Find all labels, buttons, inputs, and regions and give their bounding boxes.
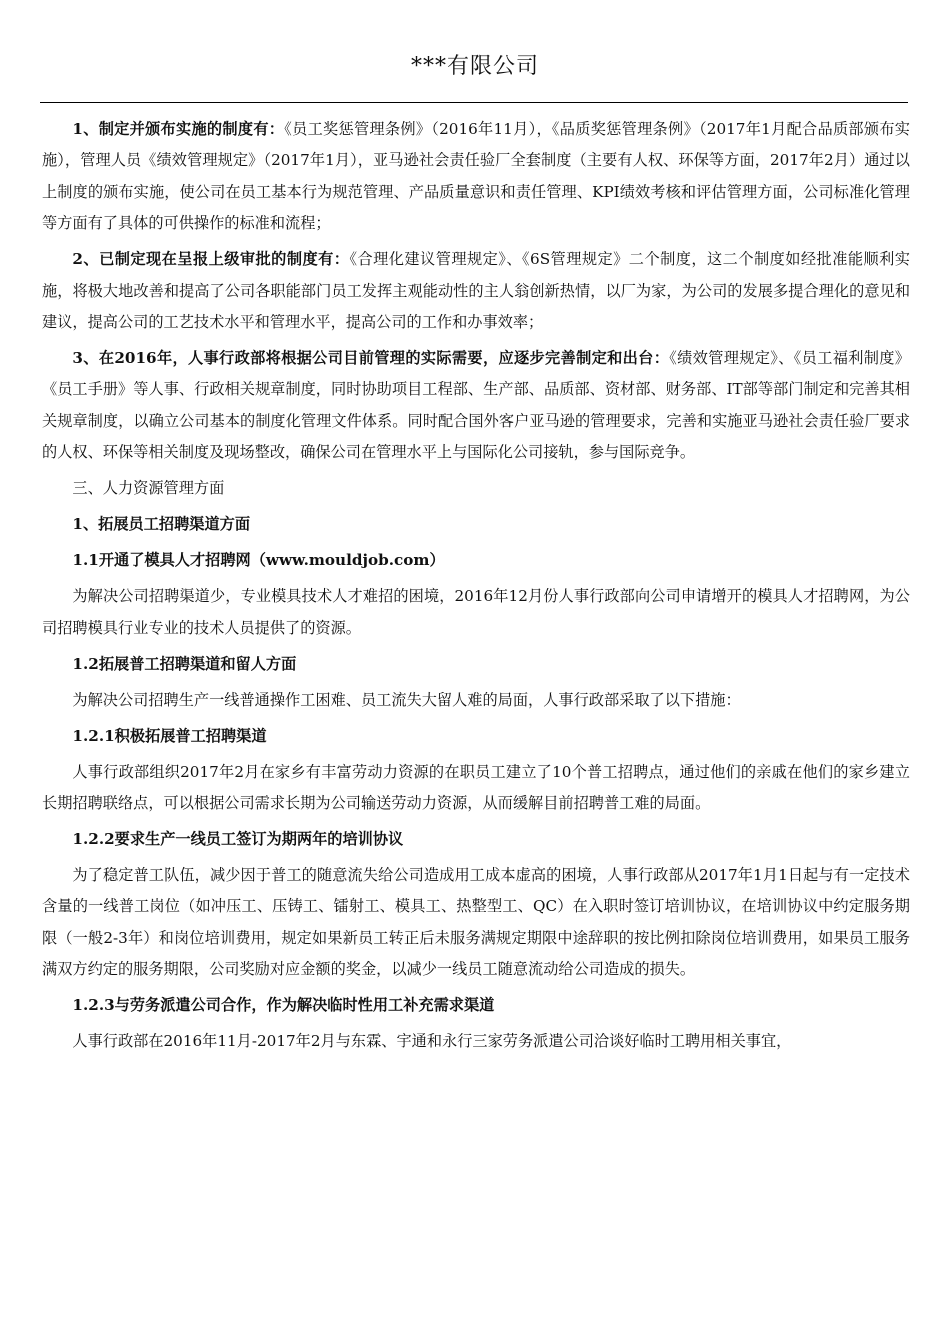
- paragraph-2-text: 《合理化建议管理规定》、《6S管理规定》二个制度，这二个制度如经批准能顺利实施，将极大地改善和提高了公司各职能部门员工发挥主观能动性的主人翁创新热情，以厂为家，为公司的发展多提合理化的意见和建议，提高公司的工艺技术水平和管理水平，提高公司的工作和办事效率；: [42, 250, 910, 332]
- paragraph-1: [42, 114, 910, 240]
- paragraph-1-1-body-text: 为解决公司招聘渠道少，专业模具技术人才难招的困境，2016年12月份人事行政部向公司申请增开的模具人才招聘网，为公司招聘模具行业专业的技术人员提供了的资源。: [42, 587, 910, 637]
- document-body: [42, 114, 910, 1062]
- subsection-heading-1-text: 1、拓展员工招聘渠道方面: [72, 515, 251, 534]
- paragraph-1-2-body: [42, 685, 910, 716]
- paragraph-3: [42, 343, 910, 469]
- paragraph-1-2-3-body: [42, 1026, 910, 1057]
- section-heading-text: 三、人力资源管理方面: [72, 479, 225, 498]
- paragraph-1-text: 《员工奖惩管理条例》（2016年11月），《品质奖惩管理条例》（2017年1月配合品质部颁布实施），管理人员《绩效管理规定》（2017年1月），亚马逊社会责任验厂全套制度（主要有人权、环保等方面，2017年2月）通过以上制度的颁布实施，使公司在员工基本行为规范管理、产品质量意识和责任管理、KPI绩效考核和评估管理方面，公司标准化管理等方面有了具体的可供操作的标准和流程；: [42, 120, 910, 233]
- subsection-heading-1-2-text: 1.2拓展普工招聘渠道和留人方面: [72, 654, 297, 673]
- section-heading: [42, 473, 910, 504]
- subsection-heading-1: [42, 509, 910, 540]
- subsection-heading-1-1: [42, 545, 910, 576]
- header-divider: [40, 102, 908, 103]
- subsection-heading-1-2-1-text: 1.2.1积极拓展普工招聘渠道: [72, 726, 267, 745]
- paragraph-1-2-2-body: [42, 860, 910, 986]
- paragraph-3-text: 《绩效管理规定》、《员工福利制度》《员工手册》等人事、行政相关规章制度，同时协助项目工程部、生产部、品质部、资材部、财务部、IT部等部门制定和完善其相关规章制度，以确立公司基本的制度化管理文件体系。同时配合国外客户亚马逊的管理要求，完善和实施亚马逊社会责任验厂要求的人权、环保等相关制度及现场整改，确保公司在管理水平上与国际化公司接轨，参与国际竞争。: [42, 349, 910, 462]
- paragraph-1-2-body-text: 为解决公司招聘生产一线普通操作工困难、员工流失大留人难的局面，人事行政部采取了以下措施：: [72, 690, 741, 709]
- subsection-heading-1-2-3-text: 1.2.3与劳务派遣公司合作，作为解决临时性用工补充需求渠道: [72, 996, 495, 1015]
- subsection-heading-1-2-2: [42, 824, 910, 855]
- subsection-heading-1-2-3: [42, 990, 910, 1021]
- paragraph-2: [42, 244, 910, 338]
- subsection-heading-1-2: [42, 649, 910, 680]
- paragraph-1-2-1-body-text: 人事行政部组织2017年2月在家乡有丰富劳动力资源的在职员工建立了10个普工招聘点，通过他们的亲戚在他们的家乡建立长期招聘联络点，可以根据公司需求长期为公司输送劳动力资源，从而缓解目前招聘普工难的局面。: [42, 762, 910, 813]
- paragraph-2-lead: 2、已制定现在呈报上级审批的制度有：: [72, 250, 350, 269]
- paragraph-1-lead: 1、制定并颁布实施的制度有：: [72, 120, 285, 138]
- subsection-heading-1-2-1: [42, 721, 910, 752]
- paragraph-1-1-body: [42, 581, 910, 644]
- paragraph-1-2-1-body: [42, 757, 910, 820]
- paragraph-1-2-2-body-text: 为了稳定普工队伍，减少因于普工的随意流失给公司造成用工成本虚高的困境，人事行政部从2017年1月1日起与有一定技术含量的一线普工岗位（如冲压工、压铸工、镭射工、模具工、热整型工、QC）在入职时签订培训协议，在培训协议中约定服务期限（一般2-3年）和岗位培训费用，规定如果新员工转正后未服务满规定期限中途辞职的按比例扣除岗位培训费用，如果员工服务满双方约定的服务期限，公司奖励对应金额的奖金，以减少一线员工随意流动给公司造成的损失。: [42, 866, 910, 979]
- paragraph-3-lead: 3、在2016年，人事行政部将根据公司目前管理的实际需要，应逐步完善制定和出台：: [72, 349, 670, 368]
- subsection-heading-1-2-2-text: 1.2.2要求生产一线员工签订为期两年的培训协议: [72, 830, 404, 849]
- page-header-title: ***有限公司: [410, 54, 539, 79]
- subsection-heading-1-1-text: 1.1开通了模具人才招聘网（www.mouldjob.com）: [72, 551, 445, 570]
- paragraph-1-2-3-body-text: 人事行政部在2016年11月-2017年2月与东霖、宇通和永行三家劳务派遣公司洽谈好临时工聘用相关事宜，: [72, 1032, 792, 1051]
